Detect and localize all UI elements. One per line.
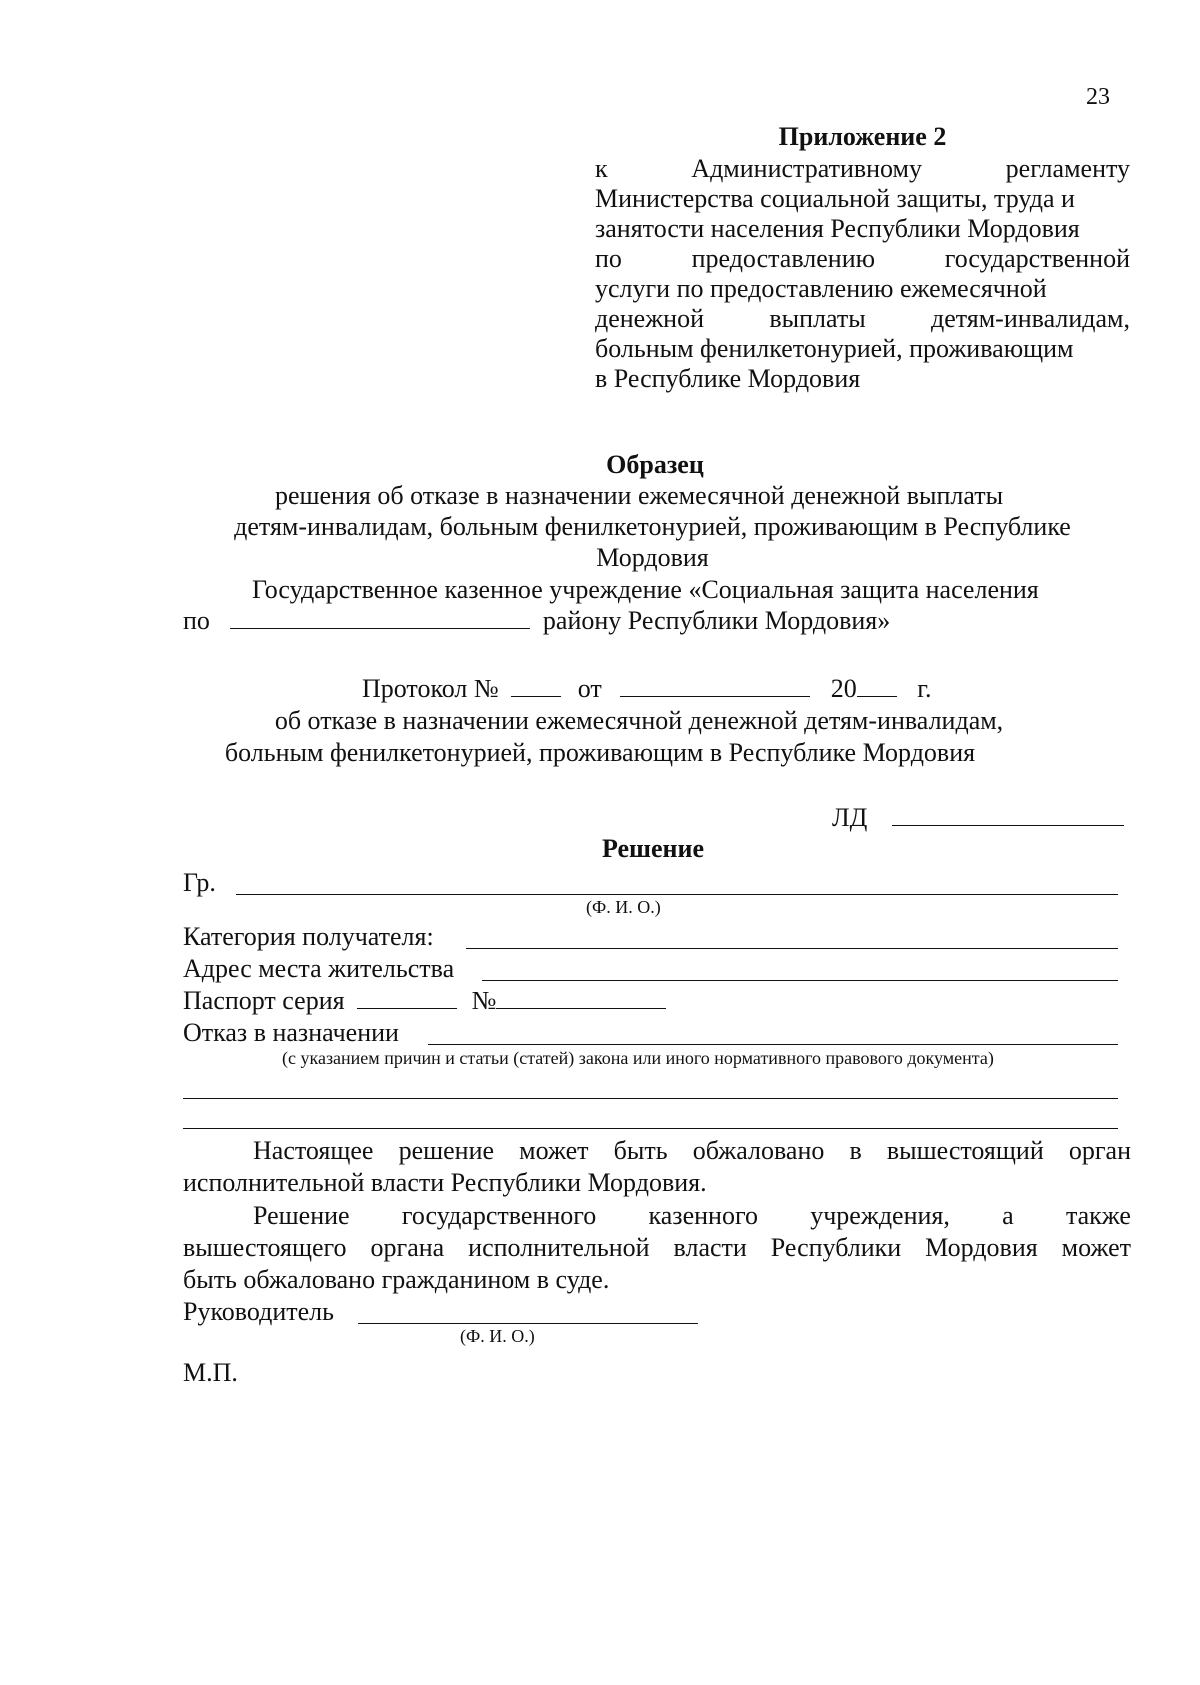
appendix-line: в Республике Мордовия [595,364,861,393]
citizen-label: Гр. [183,868,216,897]
district-blank[interactable] [230,606,530,629]
protocol-number-blank[interactable] [511,674,561,697]
institution-district-line: по району Республики Мордовия» [183,606,891,635]
refusal-extra-blank[interactable] [183,1128,1118,1129]
fio-caption: (Ф. И. О.) [586,897,661,917]
passport-number-blank[interactable] [496,986,666,1009]
category-label: Категория получателя: [183,922,434,951]
citizen-blank[interactable] [236,894,1118,895]
appendix-line: больным фенилкетонурией, проживающим [595,334,1074,363]
category-blank[interactable] [466,948,1118,949]
appendix-line: денежной выплаты детям-инвалидам, [595,304,1130,333]
appendix-line: занятости населения Республики Мордовия [595,214,1080,243]
appeal-paragraph-line: Решение государственного казенного учреждения, а также [253,1201,1131,1230]
sample-subtitle-line: решения об отказе в назначении ежемесячной денежной выплаты [274,481,1004,510]
head-label: Руководитель [183,1297,334,1326]
refusal-caption: (с указанием причин и статьи (статей) закона или иного нормативного правового документа) [282,1048,994,1068]
ld-blank[interactable] [892,803,1124,826]
ld-line: ЛД [832,803,1124,833]
appendix-block [595,122,1130,394]
institution-line: Государственное казенное учреждение «Социальная защита населения [252,575,1039,604]
head-signature-blank[interactable] [358,1323,698,1324]
appendix-line: по предоставлению государственной [595,244,1130,273]
protocol-line-3: больным фенилкетонурией, проживающим в Республике Мордовия [224,738,976,767]
appeal-paragraph-line: Настоящее решение может быть обжаловано в вышестоящий орган [253,1136,1131,1165]
sample-title: Образец [606,450,704,479]
refusal-blank[interactable] [428,1044,1118,1045]
refusal-extra-blank[interactable] [183,1098,1118,1099]
address-label: Адрес места жительства [183,954,455,983]
address-blank[interactable] [482,980,1118,981]
sample-subtitle-line: детям-инвалидам, больным фенилкетонурией, проживающим в Республике [234,512,1071,541]
stamp-label: М.П. [183,1358,238,1387]
protocol-line-2: об отказе в назначении ежемесячной денежной детям-инвалидам, [274,706,1004,735]
appeal-paragraph-line: быть обжаловано гражданином в суде. [183,1265,610,1294]
sample-subtitle-line: Мордовия [596,543,709,572]
protocol-date-blank[interactable] [620,674,810,697]
refusal-label: Отказ в назначении [183,1018,399,1047]
appendix-line: услуги по предоставлению ежемесячной [595,274,1047,303]
appeal-paragraph-line: вышестоящего органа исполнительной власти Республики Мордовия может [183,1233,1131,1262]
appendix-line: к Административному регламенту [595,154,1130,183]
appendix-title: Приложение 2 [778,122,947,151]
protocol-year-blank[interactable] [857,674,897,697]
page-number: 23 [1086,84,1110,110]
head-fio-caption: (Ф. И. О.) [460,1326,535,1346]
passport-line: Паспорт серия № [183,986,666,1016]
appendix-line: Министерства социальной защиты, труда и [595,184,1075,213]
protocol-line: Протокол № от 20 г. [362,674,932,703]
passport-series-blank[interactable] [357,986,457,1009]
decision-title: Решение [601,834,705,863]
appeal-paragraph-line: исполнительной власти Республики Мордовия. [183,1168,707,1197]
